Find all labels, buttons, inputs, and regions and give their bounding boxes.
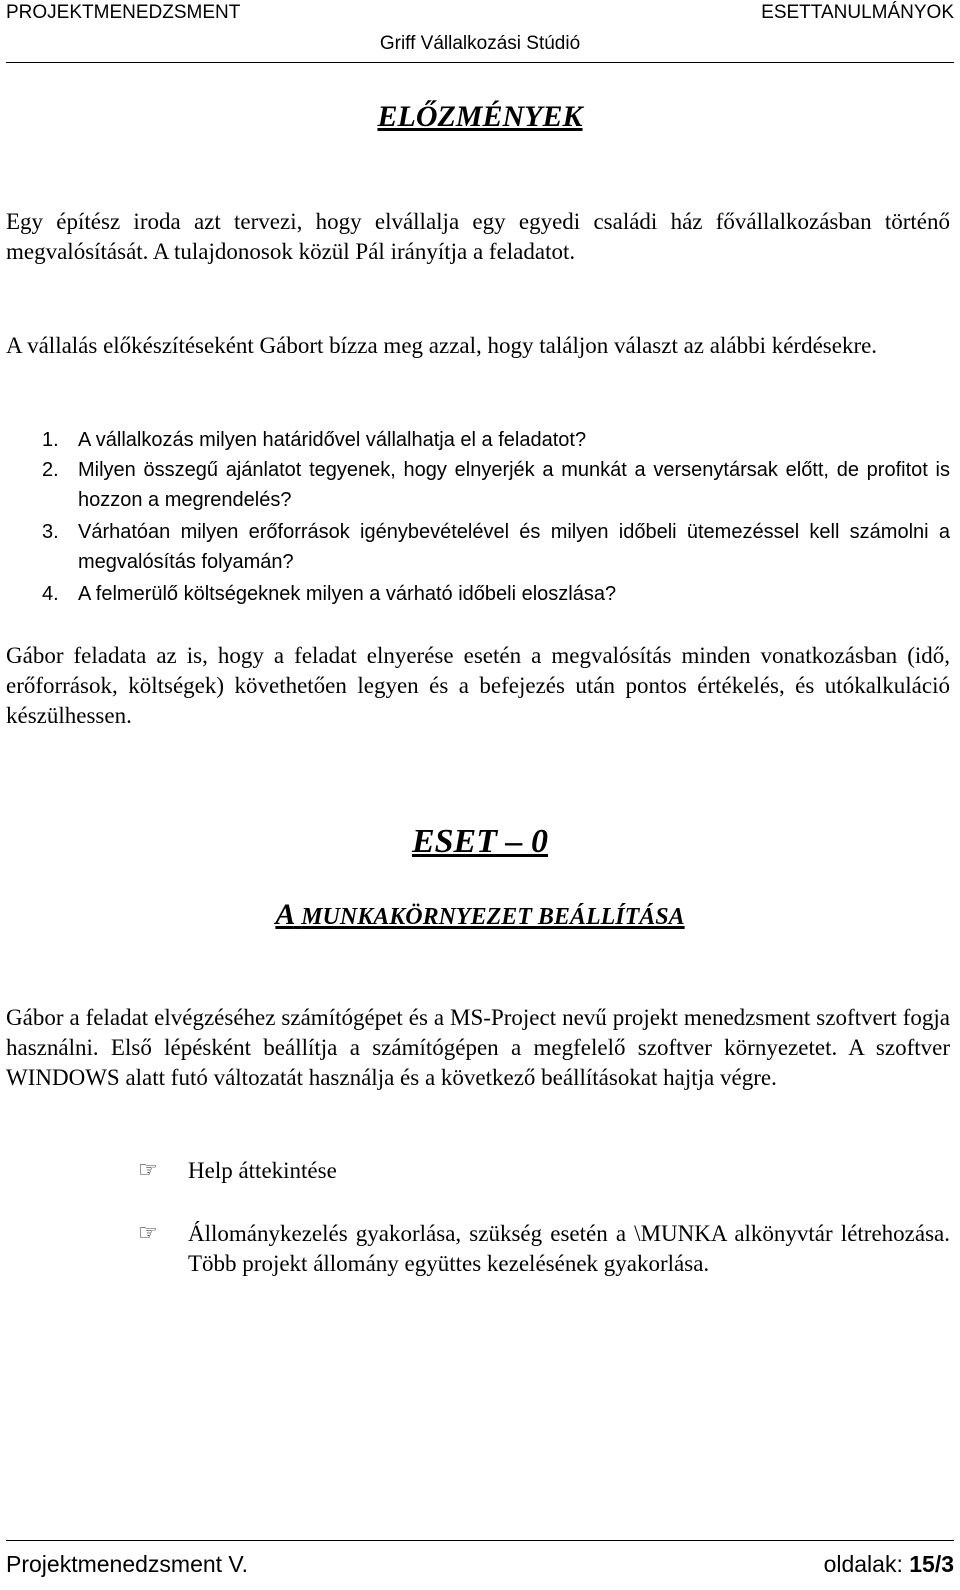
- eset-title: ESET – 0: [411, 823, 549, 860]
- question-text: Milyen összegű ajánlatot tegyenek, hogy elnyerjék a munkát a versenytársak előtt, de profitot is hozzon a megrendelés?: [78, 459, 950, 511]
- header-center: Griff Vállalkozási Stúdió: [379, 33, 581, 54]
- bullet-text: Állománykezelés gyakorlása, szükség esetén a \MUNKA alkönyvtár létrehozása. Több projekt állomány együttes kezelésének gyakorlása.: [188, 1221, 950, 1276]
- question-text: Várhatóan milyen erőforrások igénybevételével és milyen időbeli ütemezéssel kell számolni a megvalósítás folyamán?: [78, 521, 950, 573]
- footer-pages-value: 15/3: [909, 1551, 954, 1577]
- question-number: 3.: [42, 521, 59, 543]
- paragraph-4: Gábor a feladat elvégzéséhez számítógépet és a MS-Project nevű projekt menedzsment szoftvert fogja használni. Első lépésként beállítja a számítógépen a megfelelő szoftver környezetet. A szoftver WINDOWS alatt futó változatát használja és a következő beállításokat hajtja végre.: [6, 1005, 950, 1090]
- question-number: 1.: [42, 429, 59, 451]
- intro-paragraph-2: A vállalás előkészítéseként Gábort bízza meg azzal, hogy találjon választ az alábbi kérdésekre.: [6, 333, 878, 358]
- question-number: 4.: [42, 583, 59, 605]
- pointing-hand-icon: ☞: [138, 1221, 158, 1246]
- question-text: A felmerülő költségeknek milyen a várható időbeli eloszlása?: [78, 583, 617, 605]
- header-right: ESETTANULMÁNYOK: [761, 2, 954, 23]
- pointing-hand-icon: ☞: [138, 1158, 158, 1183]
- page-header: [6, 0, 954, 63]
- footer-right: [824, 1551, 954, 1578]
- footer-pages-label: oldalak:: [823, 1551, 910, 1577]
- intro-paragraph-1: Egy építész iroda azt tervezi, hogy elvállalja egy egyedi családi ház fővállalkozásban történő megvalósítását. A tulajdonosok közül Pál irányítja a feladatot.: [6, 209, 950, 264]
- bullet-text: Help áttekintése: [188, 1158, 337, 1183]
- header-left: PROJEKTMENEDZSMENT: [6, 2, 241, 23]
- question-text: A vállalkozás milyen határidővel vállalhatja el a feladatot?: [78, 429, 587, 451]
- paragraph-3: Gábor feladata az is, hogy a feladat elnyerése esetén a megvalósítás minden vonatkozásban (idő, erőforrások, költségek) követhetően legyen és a befejezés után pontos értékelés, és utókalkuláció készülhessen.: [6, 643, 950, 728]
- eset-subtitle-first: A: [275, 898, 294, 931]
- eset-subtitle: [0, 898, 960, 932]
- section-title: ELŐZMÉNYEK: [377, 100, 583, 133]
- footer-left: Projektmenedzsment V.: [6, 1551, 249, 1577]
- page-footer: [6, 1540, 954, 1590]
- eset-subtitle-rest: MUNKAKÖRNYEZET BEÁLLÍTÁSA: [301, 904, 685, 930]
- question-number: 2.: [42, 459, 59, 481]
